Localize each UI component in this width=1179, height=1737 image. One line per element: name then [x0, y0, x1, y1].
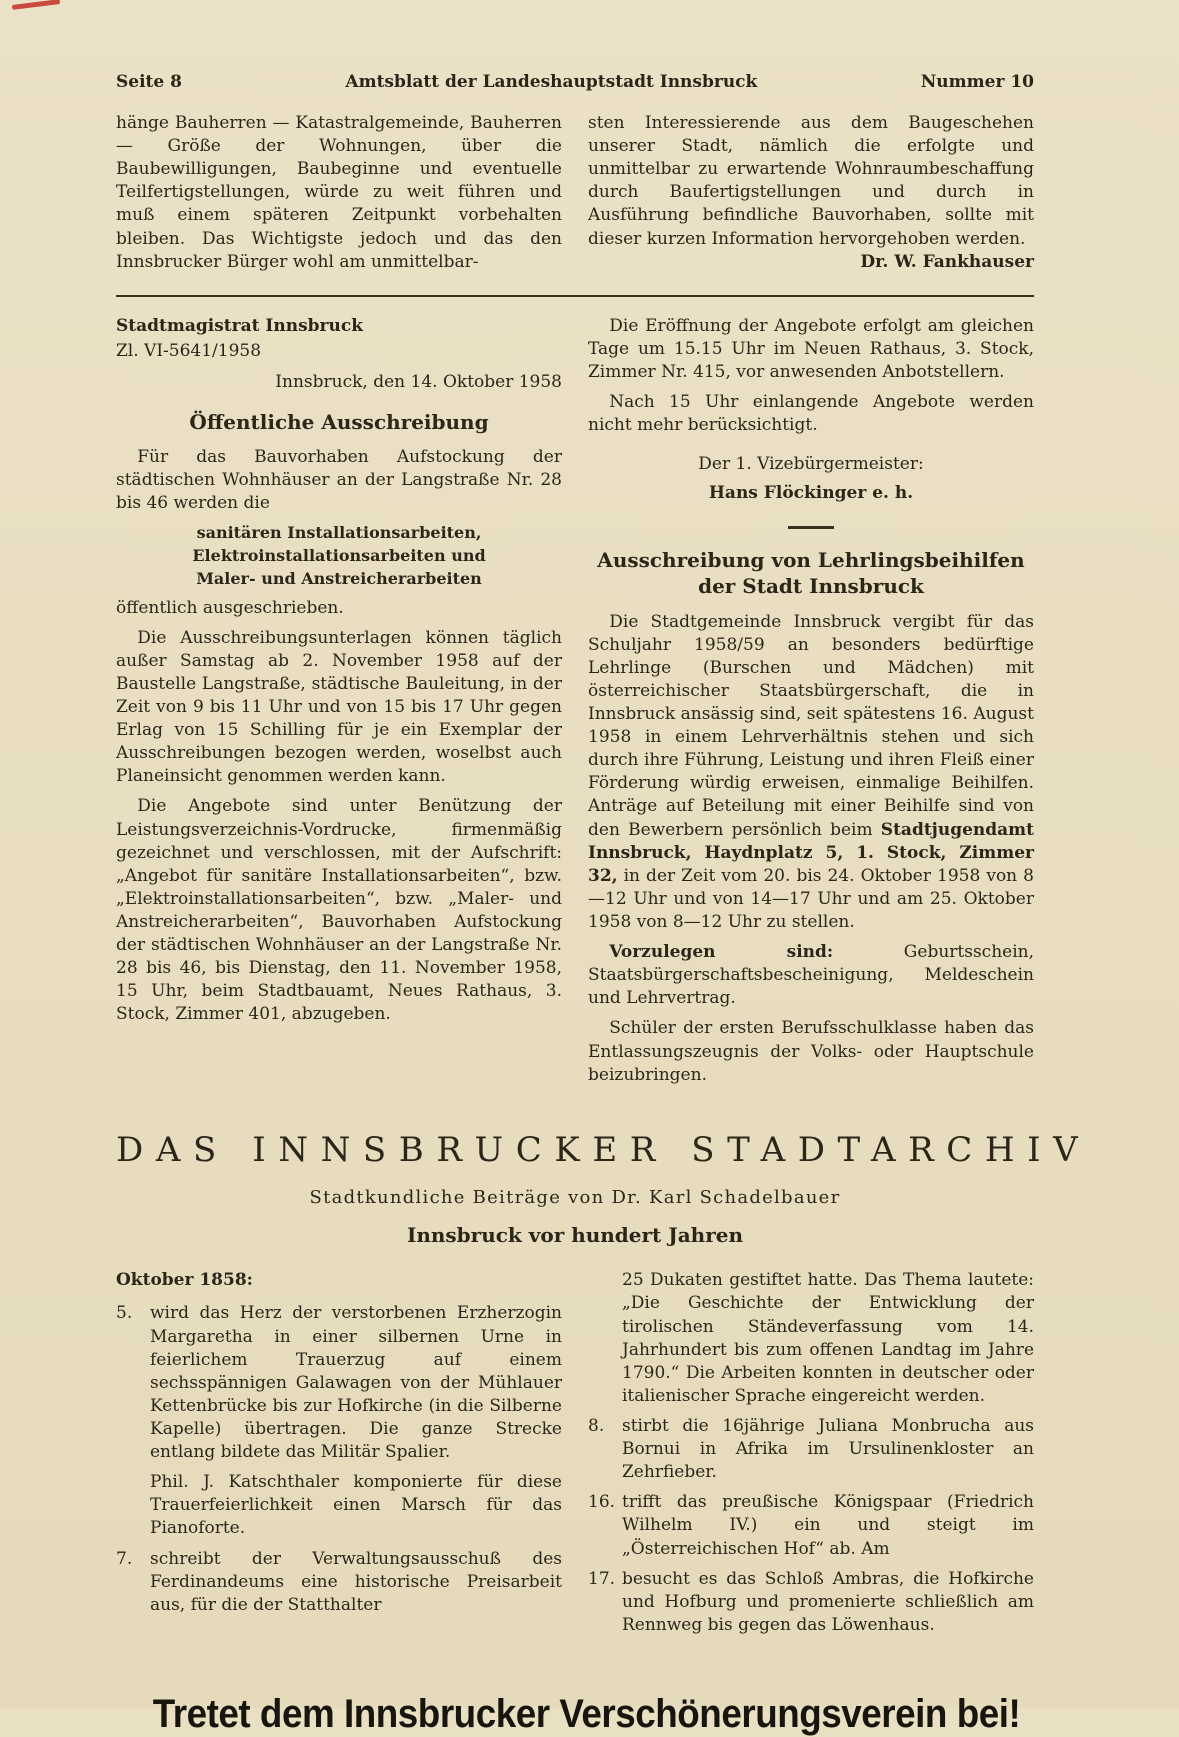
masthead [116, 0, 1034, 92]
list-item [588, 1491, 1034, 1560]
continuation-section [116, 112, 1034, 281]
continuation-left-column [116, 112, 562, 281]
stadtarchiv-subtitle: Stadtkundliche Beiträge von Dr. Karl Schadelbauer [309, 1186, 841, 1208]
item-text: trifft das preußische Königspaar (Friedrich Wilhelm IV.) ein und steigt im „Österreichischen Hof“ ab. Am [622, 1492, 1034, 1559]
signature-role: Der 1. Vizebürgermeister: [698, 454, 924, 475]
item-text: Phil. J. Katschthaler komponierte für diese Trauerfeierlichkeit einen Marsch für das Pianoforte. [150, 1472, 562, 1539]
stadtarchiv-left-column [116, 1269, 562, 1644]
tender-title: Öffentliche Ausschreibung [189, 410, 489, 435]
short-divider-rule [788, 526, 834, 529]
bottom-banner: Tretet dem Innsbrucker Verschönerungsverein bei! [152, 1692, 1021, 1737]
tender-left-column [116, 315, 562, 1094]
item-text: besucht es das Schloß Ambras, die Hofkirche und Hofburg und promenierte schließlich am Rennweg bis gegen das Löwenhaus. [622, 1568, 1034, 1635]
list-item [116, 1471, 562, 1540]
list-item [588, 1415, 1034, 1484]
tender-work-item: sanitären Installationsarbeiten, [196, 523, 482, 543]
list-item [116, 1548, 562, 1617]
list-item [588, 1568, 1034, 1637]
continuation-right-column [588, 112, 1034, 281]
tender-reference: Zl. VI-5641/1958 [116, 340, 262, 361]
apprentice-title-line1: Ausschreibung von Lehrlingsbeihilfen [597, 547, 1025, 572]
item-text: wird das Herz der verstorbenen Erzherzogin Margaretha in einer silbernen Urne in feierlichem Trauerzug auf einem sechsspännigen Galawagen von der Mühlauer Kettenbrücke bis zur Hofkirche (in die Silberne Kapelle) übertragen. Die ganze Strecke entlang bildete das Militär Spalier. [150, 1303, 562, 1463]
item-number: 16. [588, 1492, 616, 1513]
item-text: schreibt der Verwaltungsausschuß des Ferdinandeums eine historische Preisarbeit aus, für die der Statthalter [150, 1548, 562, 1615]
author-signature: Dr. W. Fankhauser [860, 251, 1034, 272]
stadtarchiv-section [116, 1129, 1091, 1644]
announcements-section [116, 315, 1034, 1094]
tender-works-list [116, 522, 562, 590]
tender-outro: öffentlich ausgeschrieben. [116, 597, 344, 618]
issue-number: Nummer 10 [920, 72, 1034, 92]
item-number: 17. [588, 1568, 616, 1589]
continuation-right-paragraph [588, 112, 1034, 272]
apprentice-paragraph-1 [588, 611, 1034, 935]
tender-intro: Für das Bauvorhaben Aufstockung der städtischen Wohnhäuser an der Langstraße Nr. 28 bis 46 werden die [116, 447, 562, 514]
tender-issuer: Stadtmagistrat Innsbruck [116, 315, 363, 336]
continuation-right-text: sten Interessierende aus dem Baugeschehen unserer Stadt, nämlich die erfolgte und unmittelbar zu erwartende Wohnraumbeschaffung durch Baufertigstellungen und durch in Ausführung befindliche Bauvorhaben, sollte mit dieser kurzen Information hervorgehoben werden. [588, 113, 1034, 249]
date-heading: Oktober 1858: [116, 1270, 253, 1291]
stadtarchiv-series-title: Innsbruck vor hundert Jahren [406, 1223, 744, 1248]
apprentice-title-line2: der Stadt Innsbruck [698, 573, 924, 598]
stadtarchiv-right-column [588, 1269, 1034, 1644]
page-content [116, 0, 1091, 1737]
apprentice-paragraph-3: Schüler der ersten Berufsschulklasse haben das Entlassungszeugnis der Volks- oder Hauptschule beizubringen. [588, 1018, 1034, 1085]
apprentice-p2-text: Geburtsschein, Staatsbürgerschaftsbescheinigung, Meldeschein und Lehrvertrag. [588, 942, 1034, 1009]
tender-work-item: Elektroinstallationsarbeiten und [192, 546, 486, 566]
stadtarchiv-title: DAS INNSBRUCKER STADTARCHIV [116, 1129, 1091, 1170]
item-continuation-paragraph: 25 Dukaten gestiftet hatte. Das Thema lautete: „Die Geschichte der Entwicklung der tirolischen Ständeverfassung vom 14. Jahrhundert bis zum offenen Landtag im Jahre 1790.“ Die Arbeiten konnten in deutscher oder italienischer Sprache eingereicht werden. [622, 1270, 1034, 1406]
apprentice-title [588, 547, 1034, 599]
page-number: Seite 8 [116, 72, 182, 92]
section-divider-rule [116, 295, 1034, 297]
item-text: stirbt die 16jährige Juliana Monbrucha aus Bornui in Afrika im Ursulinenkloster an Zehrfieber. [622, 1416, 1034, 1483]
apprentice-p1-text-b: in der Zeit vom 20. bis 24. Oktober 1958 von 8—12 Uhr und von 14—17 Uhr und am 25. Oktober 1958 von 8—12 Uhr zu stellen. [588, 865, 1034, 932]
tender-right-column [588, 315, 1034, 1094]
tender-paragraph-2: Die Angebote sind unter Benützung der Leistungsverzeichnis-Vordrucke, firmenmäßig gezeichnet und verschlossen, mit der Aufschrift: „Angebot für sanitäre Installationsarbeiten“, bzw. „Elektroinstallationsarbeiten“, bzw. „Maler- und Anstreicherarbeiten“, Bauvorhaben Aufstockung der städtischen Wohnhäuser an der Langstraße Nr. 28 bis 46, bis Dienstag, den 11. November 1958, 15 Uhr, beim Stadtbauamt, Neues Rathaus, 3. Stock, Zimmer 401, abzugeben. [116, 796, 562, 1025]
continuation-left-paragraph: hänge Bauherren — Katastralgemeinde, Bauherren — Größe der Wohnungen, über die Baubewilligungen, Baubeginne und eventuelle Teilfertigstellungen, würde zu weit führen und muß einem späteren Zeitpunkt vorbehalten bleiben. Das Wichtigste jedoch und das den Innsbrucker Bürger wohl am unmittelbar- [116, 113, 562, 272]
stadtarchiv-columns [116, 1269, 1034, 1644]
signature-name: Hans Flöckinger e. h. [708, 483, 914, 504]
apprentice-p1-bold-address: Stadtjugendamt Innsbruck, Haydnplatz 5, 1. Stock, Zimmer 32, [588, 819, 1034, 886]
tender-paragraph-1: Die Ausschreibungsunterlagen können täglich außer Samstag ab 2. November 1958 auf der Baustelle Langstraße, städtische Bauleitung, in der Zeit von 9 bis 11 Uhr und von 15 bis 17 Uhr gegen Erlag von 15 Schilling für je ein Exemplar der Ausschreibungen bezogen werden, woselbst auch Planeinsicht genommen werden kann. [116, 627, 562, 787]
tender-work-item: Maler- und Anstreicherarbeiten [196, 568, 482, 588]
red-pen-mark [12, 0, 60, 10]
masthead-title: Amtsblatt der Landeshauptstadt Innsbruck [345, 72, 758, 92]
list-item [116, 1302, 562, 1464]
item-number: 5. [116, 1303, 133, 1324]
tender-paragraph-4: Nach 15 Uhr einlangende Angebote werden nicht mehr berücksichtigt. [588, 392, 1034, 436]
item-number: 8. [588, 1416, 605, 1437]
apprentice-p2-bold-lead: Vorzulegen sind: [609, 942, 834, 963]
apprentice-p1-text-a: Die Stadtgemeinde Innsbruck vergibt für das Schuljahr 1958/59 an besonders bedürftige Lehrlinge (Burschen und Mädchen) mit österreichischer Staatsbürgerschaft, die in Innsbruck ansässig sind, seit spätestens 16. August 1958 in einem Lehrverhältnis stehen und sich durch ihre Führung, Leistung und ihren Fleiß einer Förderung würdig erweisen, einmalige Beihilfen. Anträge auf Beteilung mit einer Beihilfe sind von den Bewerbern persönlich beim [588, 611, 1034, 840]
tender-dateline: Innsbruck, den 14. Oktober 1958 [275, 371, 562, 392]
item-number: 7. [116, 1548, 133, 1569]
tender-paragraph-3: Die Eröffnung der Angebote erfolgt am gleichen Tage um 15.15 Uhr im Neuen Rathaus, 3. Stock, Zimmer Nr. 415, vor anwesenden Anbotstellern. [588, 315, 1034, 382]
apprentice-paragraph-2 [588, 941, 1034, 1010]
